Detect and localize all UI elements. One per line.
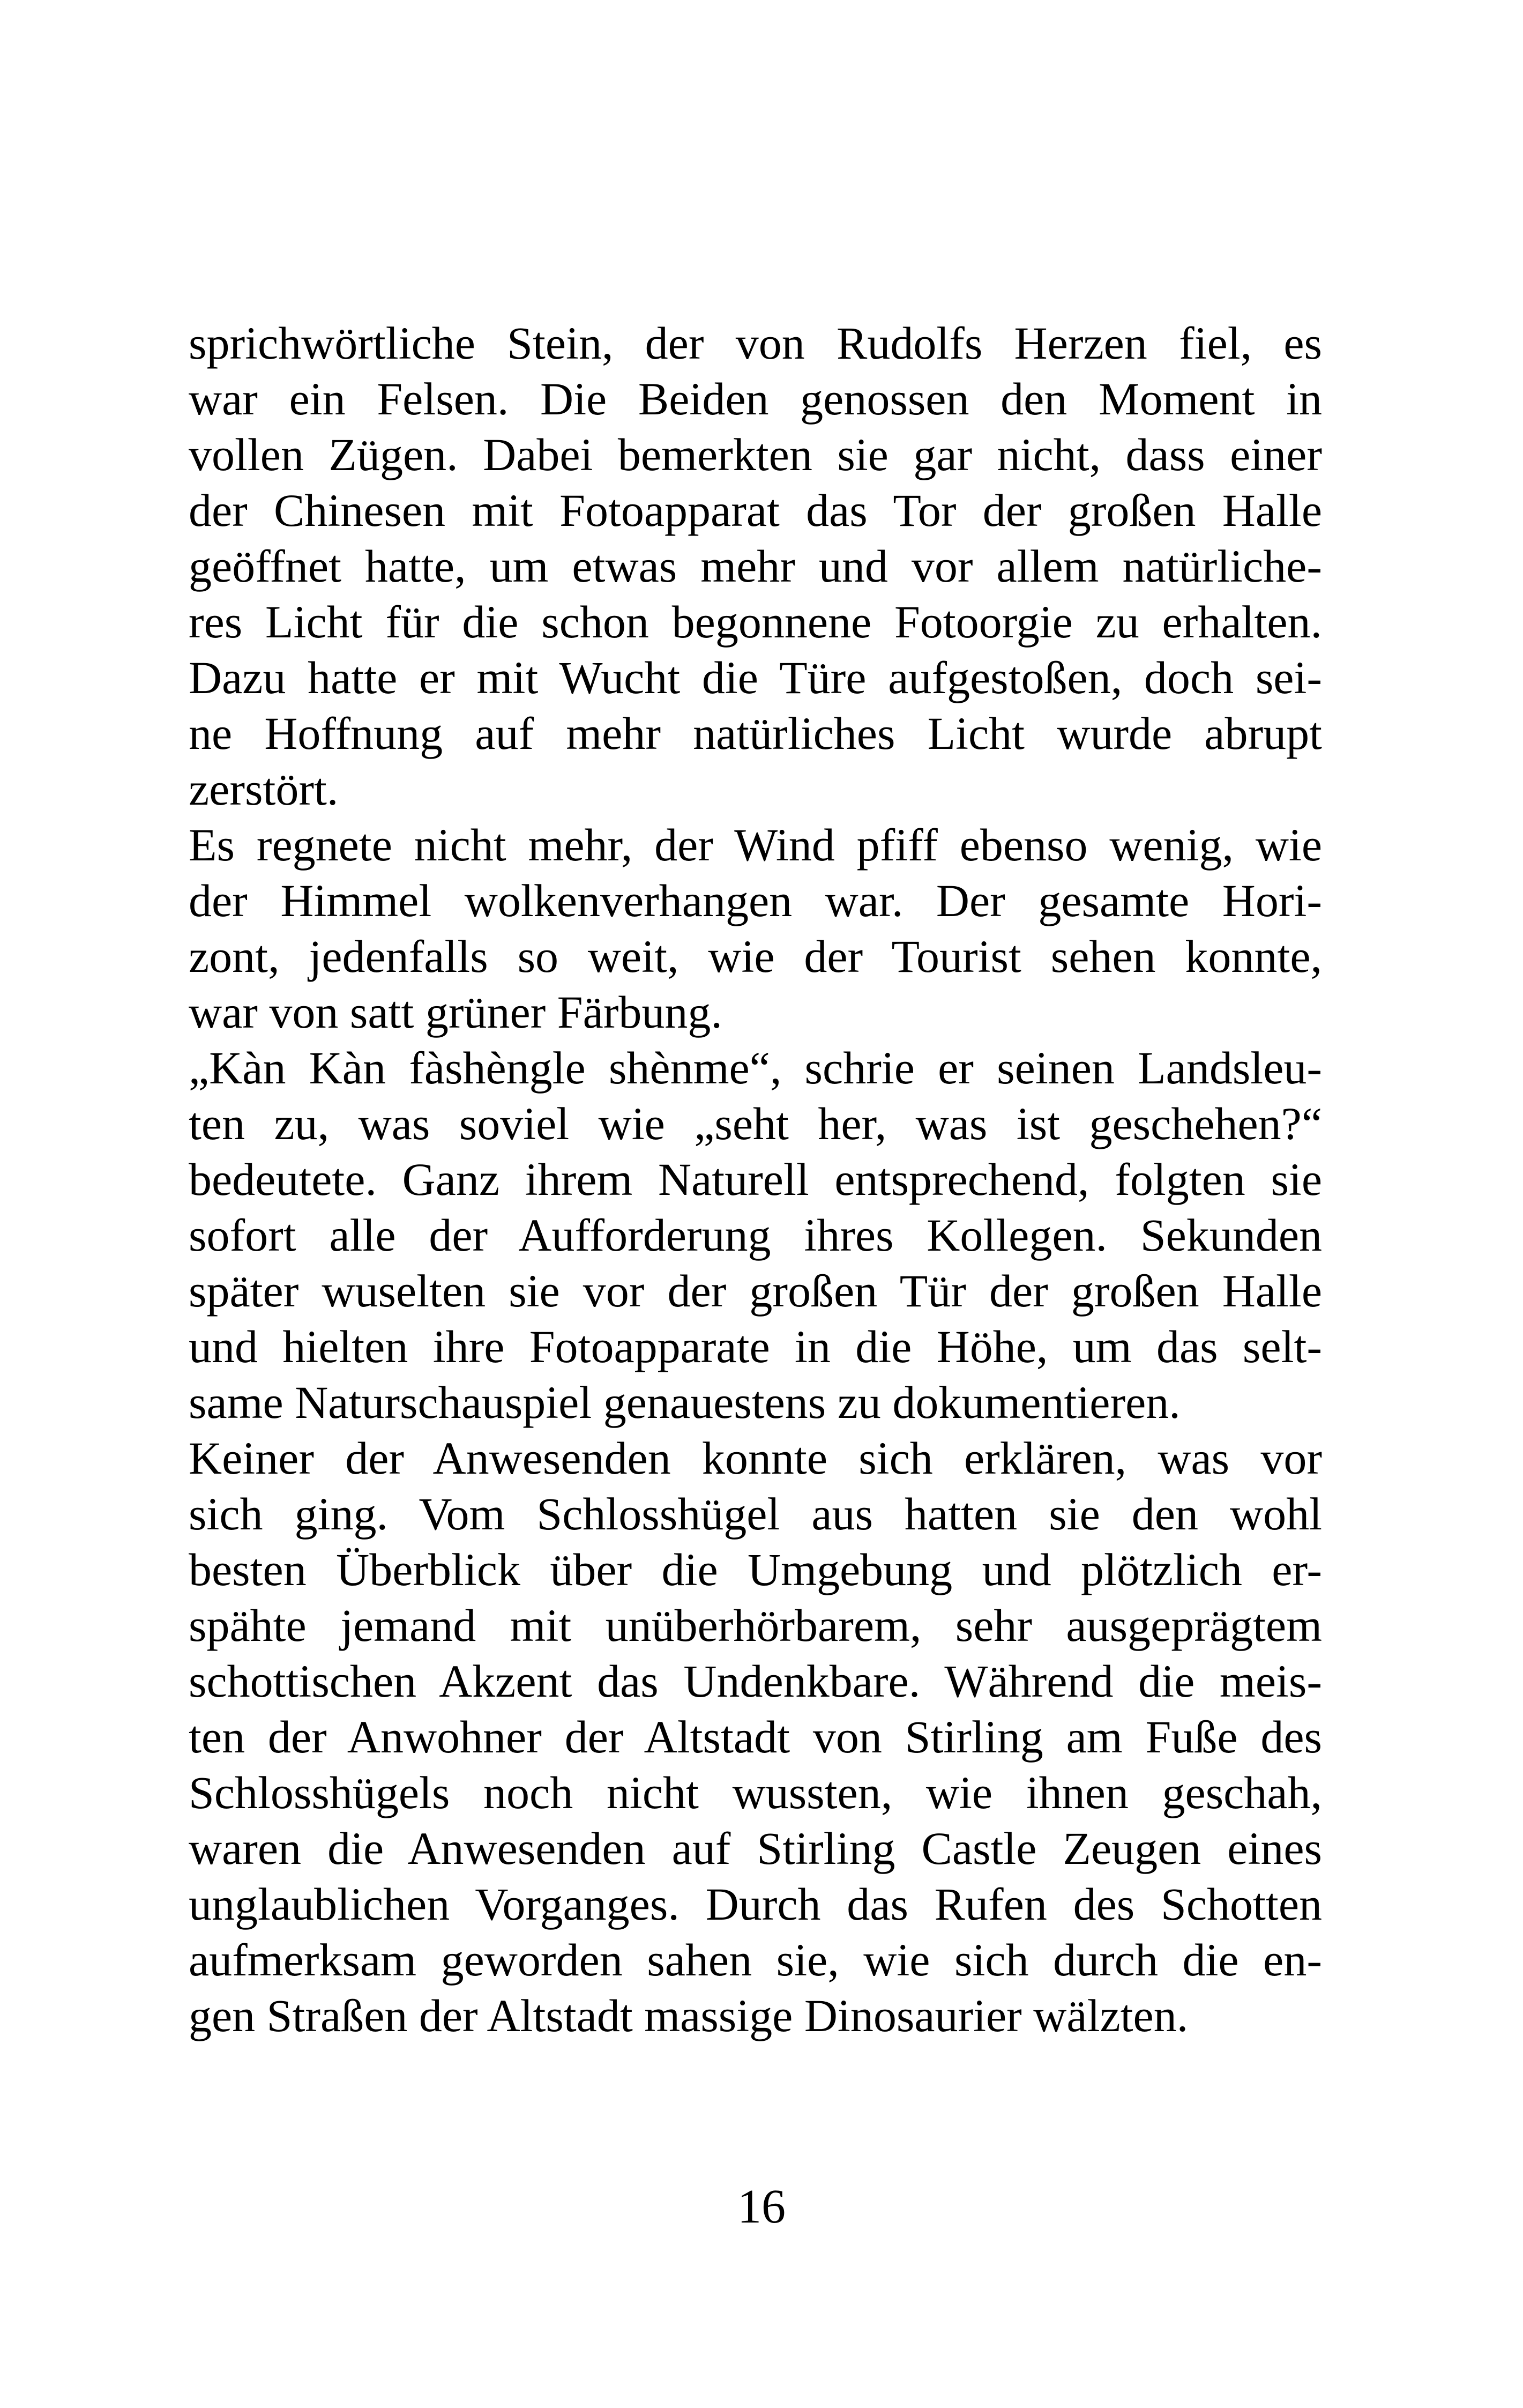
text-line: ten zu, was soviel wie „seht her, was ist geschehen?“ — [189, 1098, 1322, 1149]
text-line: unglaublichen Vorganges. Durch das Rufen des Schotten — [189, 1878, 1322, 1930]
text-line: zerstört. — [189, 763, 339, 815]
text-line: res Licht für die schon begonnene Fotoorgie zu erhalten. — [189, 596, 1322, 648]
text-line: same Naturschauspiel genauestens zu dokumentieren. — [189, 1377, 1181, 1428]
text-line: aufmerksam geworden sahen sie, wie sich durch die en- — [189, 1934, 1322, 1986]
page-number: 16 — [737, 2180, 786, 2233]
text-line: war ein Felsen. Die Beiden genossen den Moment in — [189, 373, 1322, 425]
text-line: sprichwörtliche Stein, der von Rudolfs Herzen fiel, es — [189, 317, 1322, 369]
text-line: waren die Anwesenden auf Stirling Castle Zeugen eines — [189, 1823, 1322, 1874]
body-text — [189, 315, 1322, 2043]
text-line: Dazu hatte er mit Wucht die Türe aufgestoßen, doch sei- — [189, 652, 1322, 703]
text-line: spähte jemand mit unüberhörbarem, sehr ausgeprägtem — [189, 1600, 1322, 1651]
text-line: besten Überblick über die Umgebung und plötzlich er- — [189, 1544, 1322, 1595]
text-line: zont, jedenfalls so weit, wie der Tourist sehen konnte, — [189, 931, 1322, 982]
text-line: ten der Anwohner der Altstadt von Stirling am Fuße des — [189, 1711, 1322, 1763]
text-line: und hielten ihre Fotoapparate in die Höhe, um das selt- — [189, 1321, 1322, 1372]
text-line: bedeutete. Ganz ihrem Naturell entsprechend, folgten sie — [189, 1154, 1322, 1205]
text-line: der Himmel wolkenverhangen war. Der gesamte Hori- — [189, 875, 1322, 926]
text-line: vollen Zügen. Dabei bemerkten sie gar nicht, dass einer — [189, 429, 1322, 480]
text-line: Keiner der Anwesenden konnte sich erklären, was vor — [189, 1432, 1322, 1484]
text-line: ne Hoffnung auf mehr natürliches Licht wurde abrupt — [189, 708, 1322, 759]
text-line: sich ging. Vom Schlosshügel aus hatten sie den wohl — [189, 1488, 1322, 1540]
text-line: geöffnet hatte, um etwas mehr und vor allem natürliche- — [189, 540, 1322, 592]
text-line: Schlosshügels noch nicht wussten, wie ihnen geschah, — [189, 1767, 1322, 1818]
text-line: der Chinesen mit Fotoapparat das Tor der großen Halle — [189, 485, 1322, 536]
text-line: „Kàn Kàn fàshèngle shènme“, schrie er seinen Landsleu- — [189, 1042, 1322, 1094]
text-line: sofort alle der Aufforderung ihres Kollegen. Sekunden — [189, 1209, 1322, 1261]
text-line: schottischen Akzent das Undenkbare. Während die meis- — [189, 1655, 1322, 1707]
text-line: später wuselten sie vor der großen Tür der großen Halle — [189, 1265, 1322, 1317]
text-line: Es regnete nicht mehr, der Wind pfiff ebenso wenig, wie — [189, 819, 1322, 871]
text-line: gen Straßen der Altstadt massige Dinosaurier wälzten. — [189, 1990, 1189, 2041]
text-line: war von satt grüner Färbung. — [189, 986, 722, 1038]
